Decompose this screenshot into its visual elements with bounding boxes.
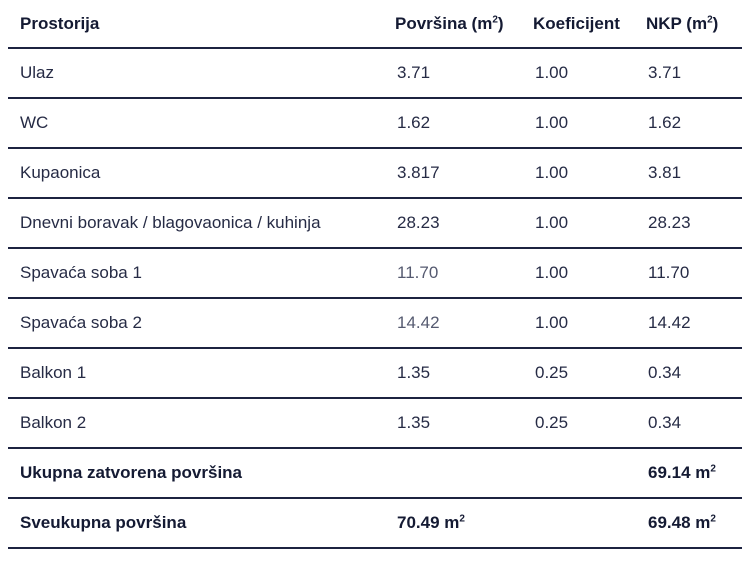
cell-nkp: 0.34 xyxy=(636,348,742,398)
table-row xyxy=(8,248,742,298)
cell-area: 1.35 xyxy=(385,398,523,448)
table-header-row xyxy=(8,0,742,48)
total-nkp: 69.48 $m^2$ xyxy=(636,498,742,548)
header-coefficient: Koeficijent xyxy=(523,0,636,48)
table-row xyxy=(8,348,742,398)
cell-nkp: 28.23 xyxy=(636,198,742,248)
cell-nkp: 11.70 xyxy=(636,248,742,298)
cell-area: 3.71 xyxy=(385,48,523,98)
cell-coefficient: 1.00 xyxy=(523,298,636,348)
total-row-overall xyxy=(8,498,742,548)
cell-room: Spavaća soba 1 xyxy=(8,248,385,298)
room-area-table xyxy=(8,0,742,549)
header-area: Površina $(m^2)$ xyxy=(385,0,523,48)
cell-coefficient: 0.25 xyxy=(523,348,636,398)
cell-coefficient: 1.00 xyxy=(523,248,636,298)
cell-coefficient: 1.00 xyxy=(523,98,636,148)
table-row xyxy=(8,298,742,348)
cell-room: Ulaz xyxy=(8,48,385,98)
cell-nkp: 3.71 xyxy=(636,48,742,98)
cell-room: Balkon 1 xyxy=(8,348,385,398)
cell-room: Kupaonica xyxy=(8,148,385,198)
total-row-enclosed xyxy=(8,448,742,498)
total-label: Ukupna zatvorena površina xyxy=(8,448,385,498)
total-nkp: 69.14 $m^2$ xyxy=(636,448,742,498)
cell-area: 3.817 xyxy=(385,148,523,198)
header-room: Prostorija xyxy=(8,0,385,48)
cell-coefficient: 1.00 xyxy=(523,148,636,198)
total-coefficient-empty xyxy=(523,498,636,548)
cell-area: 1.62 xyxy=(385,98,523,148)
header-nkp: NKP $(m^2)$ xyxy=(636,0,742,48)
cell-area: 11.70 xyxy=(385,248,523,298)
cell-coefficient: 1.00 xyxy=(523,48,636,98)
table-row xyxy=(8,148,742,198)
cell-coefficient: 0.25 xyxy=(523,398,636,448)
cell-area: 1.35 xyxy=(385,348,523,398)
cell-nkp: 0.34 xyxy=(636,398,742,448)
total-label: Sveukupna površina xyxy=(8,498,385,548)
table-row xyxy=(8,198,742,248)
cell-room: WC xyxy=(8,98,385,148)
cell-room: Dnevni boravak / blagovaonica / kuhinja xyxy=(8,198,385,248)
cell-area: 28.23 xyxy=(385,198,523,248)
table-row xyxy=(8,48,742,98)
table-row xyxy=(8,98,742,148)
cell-room: Spavaća soba 2 xyxy=(8,298,385,348)
table-row xyxy=(8,398,742,448)
cell-nkp: 3.81 xyxy=(636,148,742,198)
total-coefficient-empty xyxy=(523,448,636,498)
cell-room: Balkon 2 xyxy=(8,398,385,448)
total-area: 70.49 $m^2$ xyxy=(385,498,523,548)
cell-area: 14.42 xyxy=(385,298,523,348)
cell-coefficient: 1.00 xyxy=(523,198,636,248)
cell-nkp: 1.62 xyxy=(636,98,742,148)
cell-nkp: 14.42 xyxy=(636,298,742,348)
total-area xyxy=(385,448,523,498)
